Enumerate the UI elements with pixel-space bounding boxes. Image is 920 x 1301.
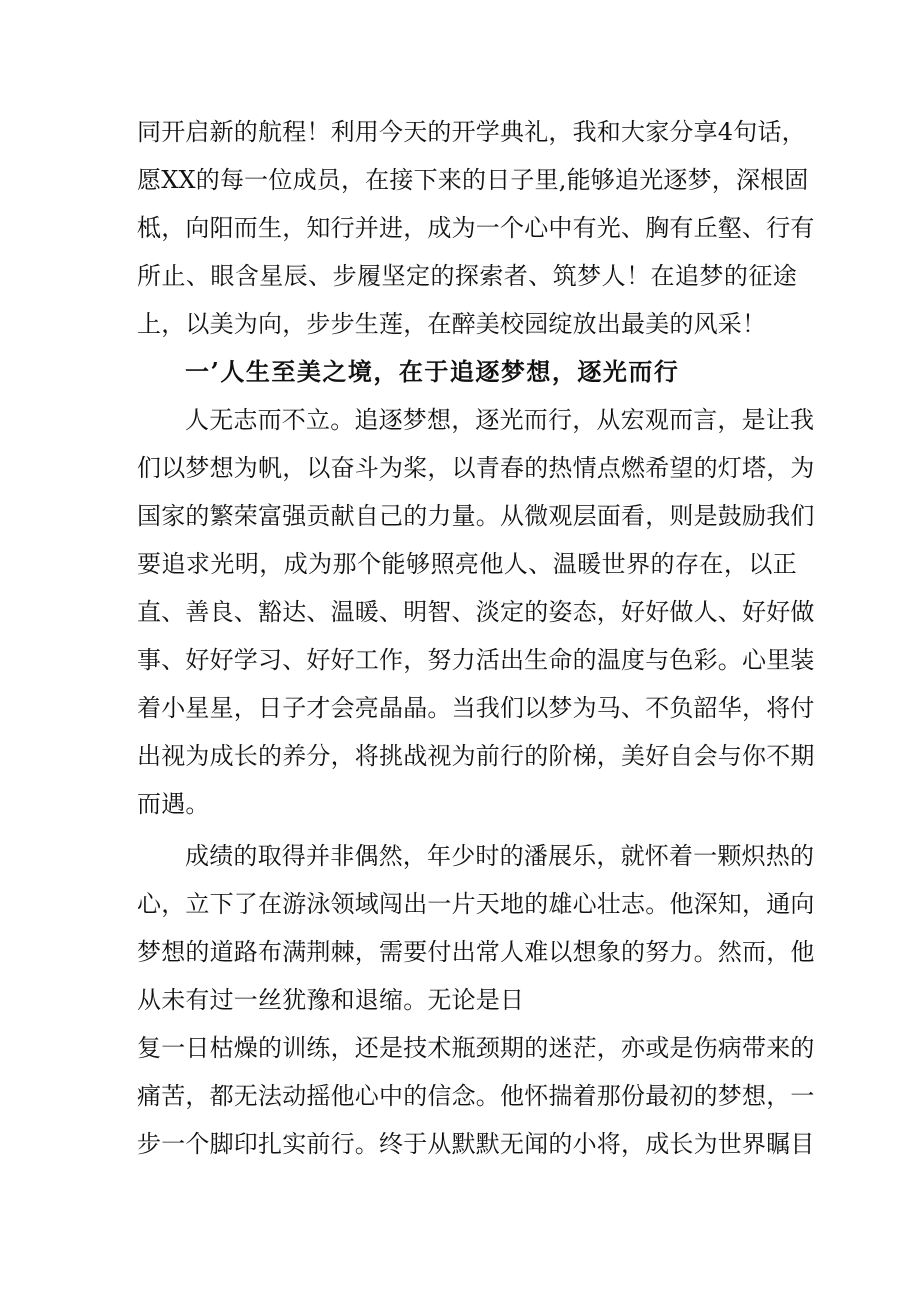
- intro-line-4: 所止、眼含星辰、步履坚定的探索者、筑梦人！在追梦的征途: [137, 262, 797, 290]
- intro-line-1: 同开启新的航程！利用今天的开学典礼，我和大家分享4句话，: [137, 118, 806, 146]
- paragraph1-line-6: 事、好好学习、好好工作，努力活出生命的温度与色彩。心里装: [137, 646, 815, 674]
- intro-line-2: 愿XX的每一位成员，在接下来的日子里,能够追光逐梦，深根固: [137, 166, 809, 194]
- paragraph2-line-2: 心，立下了在游泳领域闯出一片天地的雄心壮志。他深知，通向: [137, 890, 815, 918]
- intro-line-5: 上，以美为向，步步生莲，在醉美校园绽放出最美的风采！: [137, 310, 767, 338]
- paragraph1-line-3: 国家的繁荣富强贡献自己的力量。从微观层面看，则是鼓励我们: [137, 502, 815, 530]
- paragraph2-line-1: 成绩的取得并非偶然，年少时的潘展乐，就怀着一颗炽热的: [185, 842, 815, 870]
- paragraph2-line-5: 复一日枯燥的训练，还是技术瓶颈期的迷茫，亦或是伤病带来的: [137, 1034, 815, 1062]
- paragraph2-line-3: 梦想的道路布满荆棘，需要付出常人难以想象的努力。然而，他: [137, 938, 815, 966]
- paragraph1-line-7: 着小星星，日子才会亮晶晶。当我们以梦为马、不负韶华，将付: [137, 694, 815, 722]
- intro-line-3: 柢，向阳而生，知行并进，成为一个心中有光、胸有丘壑、行有: [137, 214, 815, 242]
- paragraph2-line-6: 痛苦，都无法动摇他心中的信念。他怀揣着那份最初的梦想，一: [137, 1082, 815, 1110]
- paragraph2-line-7: 步一个脚印扎实前行。终于从默默无闻的小将，成长为世界瞩目: [137, 1130, 815, 1158]
- section-heading: 一’人生至美之境，在于追逐梦想，逐光而行: [185, 357, 680, 386]
- paragraph1-line-9: 而遇。: [137, 790, 210, 818]
- paragraph1-line-8: 出视为成长的养分，将挑战视为前行的阶梯，美好自会与你不期: [137, 742, 815, 770]
- paragraph1-line-4: 要追求光明，成为那个能够照亮他人、温暖世界的存在，以正: [137, 550, 797, 578]
- paragraph1-line-2: 们以梦想为帆，以奋斗为桨，以青春的热情点燃希望的灯塔，为: [137, 454, 815, 482]
- paragraph2-line-4: 从未有过一丝犹豫和退缩。无论是日: [137, 986, 525, 1014]
- paragraph1-line-1: 人无志而不立。追逐梦想，逐光而行，从宏观而言，是让我: [185, 406, 815, 434]
- paragraph1-line-5: 直、善良、豁达、温暖、明智、淡定的姿态，好好做人、好好做: [137, 598, 815, 626]
